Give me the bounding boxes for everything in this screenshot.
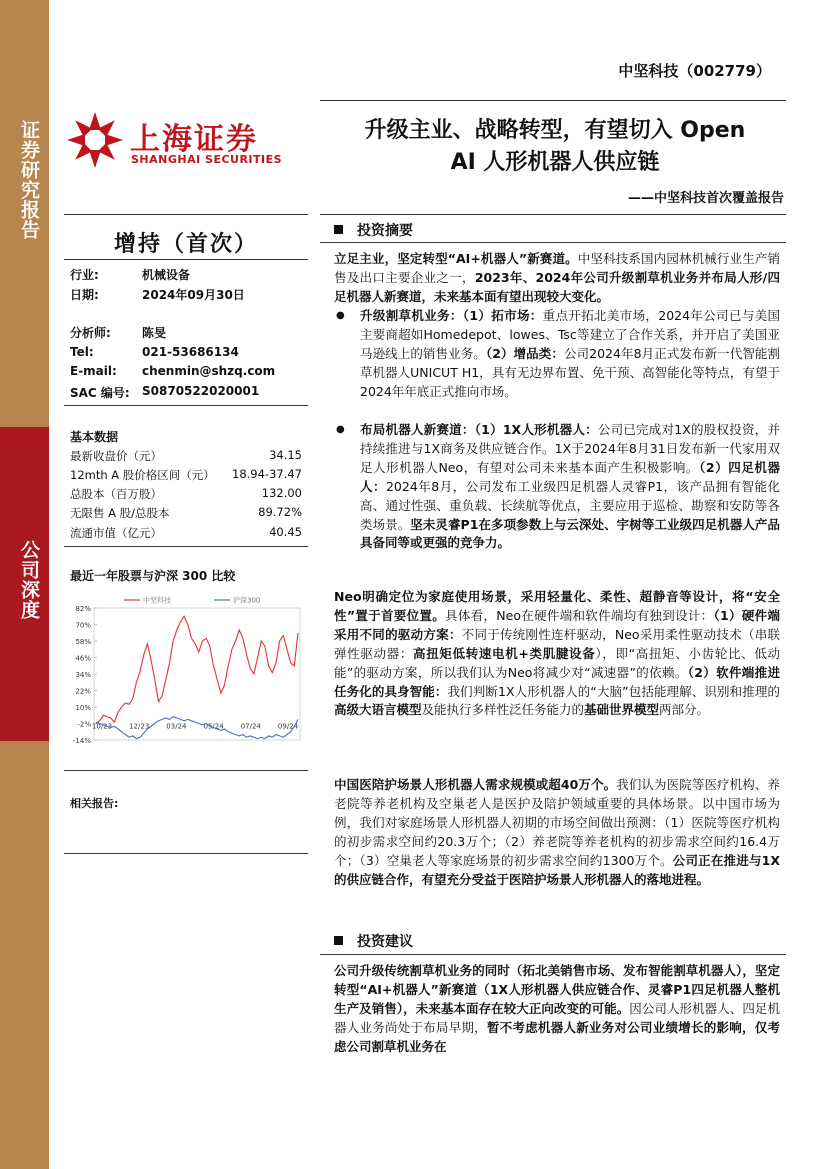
- p2-regular-5: 及能执行多样性泛任务能力的: [421, 702, 585, 718]
- title-line-2: AI 人形机器人供应链: [450, 150, 660, 175]
- b1-bold: 升级割草机业务：（1）拓市场：: [360, 308, 543, 323]
- stock-comparison-chart: [64, 592, 308, 754]
- info-key: 日期:: [70, 288, 99, 302]
- basic-key: 无限售 A 股/总股本: [70, 506, 170, 520]
- related-divider: [64, 853, 308, 854]
- y-tick-label: 22%: [75, 687, 91, 696]
- related-reports-label: 相关报告:: [70, 797, 119, 810]
- p3-bold: 中国医陪护场景人形机器人需求规模或超40万个。: [334, 777, 617, 792]
- p1-regular: 中坚科技系国内园林机械行业生产销售及出口主要企业之一，: [334, 251, 780, 285]
- b1-regular: 重点开拓北美市场，2024年公司已与美国主要商超如Homedepot、lowes、Tsc等建立了合作关系，并开启了美国亚马逊线上的销售业务。: [360, 308, 781, 361]
- p2-bold-3: 高扭矩低转速电机+类肌腱设备: [413, 645, 596, 661]
- rating-top-divider: [64, 214, 308, 215]
- p2-bold-4: （2）软件端推进任务化的具身智能：: [334, 664, 780, 699]
- p2-bold-2: （1）硬件端采用不同的驱动方案：: [334, 607, 780, 642]
- info-key: SAC 编号:: [70, 386, 130, 400]
- y-tick-label: 46%: [75, 654, 91, 663]
- p2-bold-5: 高级大语言模型: [334, 702, 422, 718]
- legend-label: 中坚科技: [143, 596, 171, 605]
- rating-bottom-divider: [64, 259, 308, 260]
- basic-row: [70, 448, 302, 466]
- p2-regular: 具体看，Neo在硬件端和软件端均有独到设计：: [445, 607, 714, 623]
- basic-key: 总股本（百万股）: [70, 487, 162, 501]
- y-tick-label: -2%: [77, 720, 91, 729]
- chart-divider: [64, 770, 308, 771]
- x-tick-label: 12/23: [129, 722, 150, 731]
- paragraph-2: [334, 588, 780, 720]
- series-line-stock: [96, 616, 298, 723]
- b2-regular-2: 2024年8月，公司发布工业级四足机器人灵睿P1，该产品拥有智能化高、通过性强、重负载、长续航等优点，主要应用于巡检、勘察和安防等各类场景。: [360, 478, 780, 532]
- basic-key: 流通市值（亿元）: [70, 526, 162, 540]
- p2-bold: Neo明确定位为家庭使用场景，采用轻量化、柔性、超静音等设计，将“安全性”置于首要位置。: [334, 589, 780, 623]
- basic-row: [70, 486, 302, 504]
- header-divider: [320, 100, 786, 101]
- section-square-icon: [334, 225, 343, 234]
- x-tick-label: 05/24: [203, 722, 224, 731]
- basic-value: 34.15: [269, 448, 302, 462]
- info-value: S0870522020001: [142, 384, 260, 398]
- p4-regular: 因公司人形机器人、四足机器人业务尚处于布局早期，: [334, 1000, 780, 1035]
- logo-chinese-name: 上海证券: [130, 122, 258, 157]
- info-key: 行业:: [70, 268, 99, 282]
- report-subtitle: ——中坚科技首次覆盖报告: [627, 191, 784, 206]
- basic-row: [70, 505, 302, 523]
- y-tick-label: 58%: [75, 638, 91, 646]
- y-tick-label: 82%: [75, 605, 91, 613]
- info-key: Tel:: [70, 345, 94, 359]
- b2-regular: 公司已完成对1X的股权投资，并持续推进与1X商务及供应链合作。1X于2024年8月31日发布新一代家用双足人形机器人Neo，有望对公司未来基本面产生积极影响。: [360, 422, 780, 475]
- p2-bold-6: 基础世界模型: [584, 702, 660, 718]
- info-value: 陈旻: [142, 326, 167, 340]
- x-tick-label: 09/24: [277, 722, 299, 731]
- p2-regular-4: 我们判断1X人形机器人的“大脑”包括能理解、识别和推理的: [447, 683, 780, 699]
- basic-value: 89.72%: [258, 505, 302, 519]
- p4-bold: 公司升级传统割草机业务的同时（拓北美销售市场、发布智能割草机器人），坚定转型“AI+机器人”新赛道（1X人形机器人供应链合作、灵睿P1四足机器人整机生产及销售），未来基本面存在较大正向改变的可能。: [334, 963, 780, 1016]
- p1-bold: 立足主业，坚定转型“AI+机器人”新赛道。: [334, 251, 578, 266]
- basic-value: 132.00: [261, 486, 302, 500]
- section-summary-heading: [334, 220, 413, 240]
- y-tick-label: 10%: [75, 704, 91, 712]
- y-tick-label: 70%: [75, 621, 91, 630]
- summary-bottom-divider: [320, 242, 786, 243]
- legend-label: 沪深300: [233, 596, 261, 605]
- basic-row: [70, 467, 302, 485]
- x-tick-label: 03/24: [166, 722, 187, 731]
- paragraph-3: [334, 776, 780, 889]
- chart-frame: [91, 608, 300, 740]
- basic-value: 40.45: [269, 525, 302, 539]
- info-divider: [64, 405, 308, 406]
- bullet-2-text: [360, 421, 780, 553]
- info-key: E-mail:: [70, 364, 117, 378]
- basic-row: [70, 525, 302, 543]
- basic-data-title: 基本数据: [70, 430, 119, 444]
- report-title: [330, 115, 780, 179]
- info-value[interactable]: chenmin@shzq.com: [142, 364, 276, 378]
- b2-bold-2: （2）四足机器人：: [360, 459, 780, 494]
- chart-title: 最近一年股票与沪深 300 比较: [70, 569, 236, 583]
- basic-key: 最新收盘价（元）: [70, 449, 162, 463]
- info-key: 分析师:: [70, 326, 111, 340]
- section-advice-heading: [334, 931, 413, 951]
- p2-regular-3: ），即“高扭矩、小齿轮比、低动能”的驱动方案，所以我们认为Neo将减少对“减速器”的依赖。: [334, 645, 780, 680]
- info-value: 021-53686134: [142, 345, 239, 359]
- paragraph-4: [334, 962, 780, 1057]
- p3-regular: 我们认为医院等医疗机构、养老院等养老机构及空巢老人是医护及陪护领域重要的具体场景。以中国市场为例，我们对家庭场景人形机器人初期的市场空间做出预测：（1）医院等医疗机构的初步需求空间约20.3万个；（2）养老院等养老机构的初步需求空间约16.4万个；（3）空巢老人等家庭场景的初步需求空间约1300万个。: [334, 777, 780, 868]
- series-line-index: [96, 717, 298, 739]
- section-summary-title: 投资摘要: [357, 223, 413, 239]
- p2-regular-2: 不同于传统刚性连杆驱动，Neo采用柔性驱动技术（串联弹性驱动器：: [334, 626, 780, 661]
- info-value: 机械设备: [142, 268, 191, 282]
- bullet-icon: ●: [336, 424, 345, 435]
- info-value: 2024年09月30日: [142, 288, 245, 302]
- basic-value: 18.94-37.47: [232, 467, 302, 481]
- p3-bold-2: 公司正在推进与1X的供应链合作，有望充分受益于医陪护场景人形机器人的落地进程。: [334, 852, 780, 887]
- p2-regular-6: 两部分。: [659, 702, 710, 718]
- x-tick-label: 07/24: [240, 722, 261, 731]
- p4-bold-2: 暂不考虑机器人新业务对公司业绩增长的影响，仅考虑公司割草机业务在: [334, 1019, 780, 1054]
- basic-divider: [64, 546, 308, 547]
- b1-regular-2: 公司2024年8月正式发布新一代智能割草机器人UNICUT H1，具有无边界布置、免干预、高智能化等特点，有望于2024年年底正式推向市场。: [360, 345, 780, 399]
- sidebar-category-label: 公司深度: [18, 540, 40, 620]
- b2-bold-3: 坚未灵睿P1在多项参数上与云深处、宇树等工业级四足机器人产品具备同等或更强的竞争力。: [360, 516, 780, 551]
- x-tick-label: 10/23: [91, 722, 113, 731]
- b2-bold: 布局机器人新赛道：（1）1X人形机器人：: [360, 422, 598, 437]
- section-square-icon: [334, 936, 343, 945]
- b1-bold-2: （2）增品类：: [485, 345, 564, 361]
- section-advice-title: 投资建议: [357, 934, 413, 950]
- logo-english-name: SHANGHAI SECURITIES: [131, 153, 283, 166]
- basic-key: 12mth A 股价格区间（元）: [70, 468, 215, 482]
- bullet-1-text: [360, 307, 780, 402]
- summary-top-divider: [320, 214, 786, 215]
- y-tick-label: 34%: [75, 671, 91, 679]
- title-line-1: 升级主业、战略转型，有望切入 Open: [364, 118, 746, 143]
- rating-label: 增持（首次）: [113, 232, 258, 257]
- paragraph-1: [334, 250, 780, 307]
- advice-divider: [320, 954, 786, 955]
- stock-ticker: 中坚科技（002779）: [618, 62, 771, 80]
- y-tick-label: -14%: [72, 737, 91, 745]
- bullet-icon: ●: [336, 310, 345, 321]
- bullet-1: [334, 307, 780, 402]
- shanghai-securities-logo-icon: [66, 111, 124, 169]
- bullet-2: [334, 421, 780, 553]
- sidebar-report-label: 证券研究报告: [18, 120, 40, 240]
- p1-bold-2: 2023年、2024年公司升级割草机业务并布局人形/四足机器人新赛道，未来基本面有望出现较大变化。: [334, 269, 780, 304]
